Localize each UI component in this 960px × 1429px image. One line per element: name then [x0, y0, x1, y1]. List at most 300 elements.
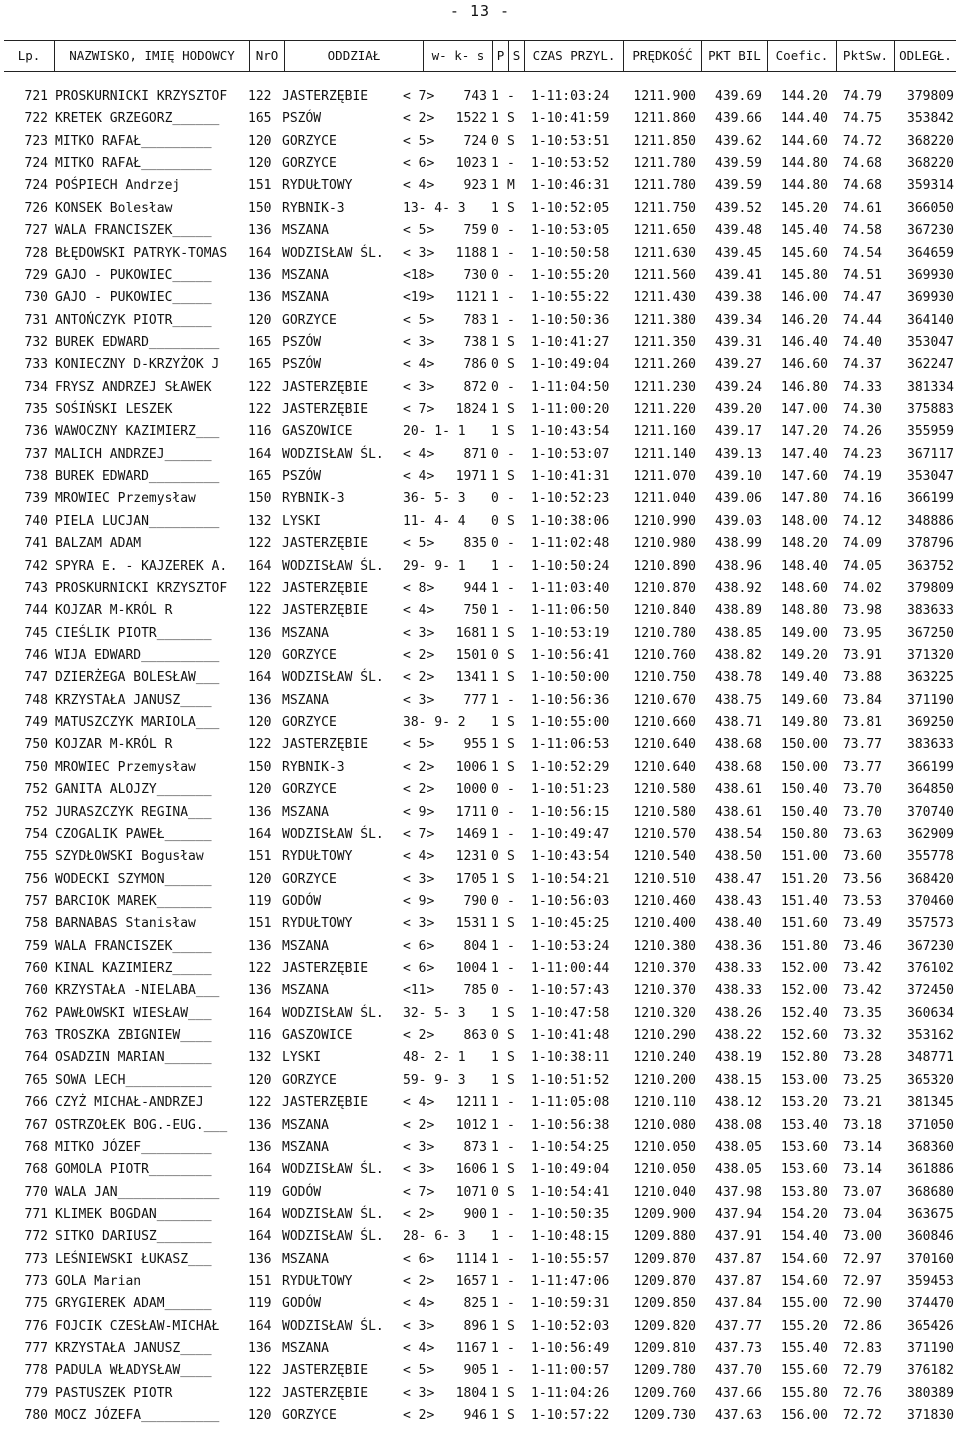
cell-wks: < 2> — [403, 759, 435, 775]
cell-wks: < 2> — [403, 670, 435, 686]
cell-pts-sw: 73.42 — [842, 983, 882, 999]
cell-time: 1-10:52:03 — [531, 1318, 610, 1334]
cell-rings: 1657 — [455, 1274, 487, 1290]
cell-coef: 147.20 — [781, 424, 828, 440]
cell-name: KONIECZNY D-KRZYŻOK J — [55, 357, 220, 373]
cell-coef: 151.80 — [781, 938, 828, 954]
cell-pts-sw: 72.83 — [842, 1341, 882, 1357]
cell-time: 1-10:41:31 — [531, 469, 610, 485]
cell-lp: 750 — [24, 759, 48, 775]
cell-s: - — [507, 938, 515, 954]
cell-pts-sw: 74.40 — [842, 334, 882, 350]
cell-s: - — [507, 1206, 515, 1222]
cell-time: 1-10:50:58 — [531, 245, 610, 261]
cell-dist: 371190 — [907, 1341, 954, 1357]
cell-lp: 766 — [24, 1095, 48, 1111]
cell-rings: 1606 — [455, 1162, 487, 1178]
table-row — [0, 354, 960, 376]
cell-time: 1-10:59:31 — [531, 1296, 610, 1312]
cell-dist: 366050 — [907, 200, 954, 216]
cell-time: 1-10:53:19 — [531, 625, 610, 641]
cell-dist: 368680 — [907, 1184, 954, 1200]
cell-time: 1-11:05:08 — [531, 1095, 610, 1111]
cell-speed: 1211.230 — [633, 379, 696, 395]
cell-lp: 735 — [24, 402, 48, 418]
cell-speed: 1211.650 — [633, 223, 696, 239]
cell-rings: 896 — [463, 1318, 487, 1334]
cell-pts-sw: 73.46 — [842, 938, 882, 954]
cell-name: WALA JAN_____________ — [55, 1184, 220, 1200]
cell-pts-sw: 73.04 — [842, 1206, 882, 1222]
cell-dist: 355959 — [907, 424, 954, 440]
table-row — [0, 175, 960, 197]
cell-coef: 146.20 — [781, 312, 828, 328]
table-row — [0, 712, 960, 734]
cell-dist: 367117 — [907, 446, 954, 462]
cell-speed: 1211.070 — [633, 469, 696, 485]
cell-dist: 367250 — [907, 625, 954, 641]
cell-nro: 151 — [248, 849, 272, 865]
cell-name: SITKO DARIUSZ_______ — [55, 1229, 212, 1245]
cell-branch: WODZISŁAW ŚL. — [282, 1206, 384, 1222]
cell-s: S — [507, 849, 515, 865]
cell-wks: 48- 2- 1 — [403, 1050, 466, 1066]
cell-lp: 757 — [24, 893, 48, 909]
cell-wks: <19> — [403, 290, 435, 306]
cell-p: 1 — [491, 625, 499, 641]
cell-pts-bil: 439.62 — [715, 133, 762, 149]
cell-name: KOJZAR M-KRÓL R — [55, 737, 173, 753]
cell-speed: 1211.560 — [633, 267, 696, 283]
cell-rings: 783 — [463, 312, 487, 328]
cell-dist: 364850 — [907, 782, 954, 798]
cell-branch: JASTERZĘBIE — [282, 603, 369, 619]
cell-speed: 1209.760 — [633, 1385, 696, 1401]
cell-s: S — [507, 334, 515, 350]
cell-name: PADULA WŁADYSŁAW____ — [55, 1363, 212, 1379]
cell-p: 0 — [491, 446, 499, 462]
cell-time: 1-11:04:50 — [531, 379, 610, 395]
cell-pts-sw: 72.79 — [842, 1363, 882, 1379]
cell-pts-sw: 74.75 — [842, 111, 882, 127]
cell-nro: 136 — [248, 223, 272, 239]
cell-p: 1 — [491, 715, 499, 731]
cell-name: KINAL KAZIMIERZ_____ — [55, 961, 212, 977]
cell-pts-sw: 73.70 — [842, 782, 882, 798]
cell-wks: < 6> — [403, 156, 435, 172]
cell-time: 1-10:41:48 — [531, 1028, 610, 1044]
cell-speed: 1209.810 — [633, 1341, 696, 1357]
cell-nro: 120 — [248, 156, 272, 172]
cell-dist: 376182 — [907, 1363, 954, 1379]
cell-pts-bil: 437.70 — [715, 1363, 762, 1379]
cell-s: S — [507, 1385, 515, 1401]
table-row — [0, 1115, 960, 1137]
cell-nro: 164 — [248, 1162, 272, 1178]
cell-dist: 369250 — [907, 715, 954, 731]
cell-pts-bil: 437.73 — [715, 1341, 762, 1357]
cell-name: WAWOCZNY KAZIMIERZ___ — [55, 424, 220, 440]
header-name: NAZWISKO, IMIĘ HODOWCY — [54, 41, 249, 71]
cell-coef: 155.00 — [781, 1296, 828, 1312]
cell-pts-bil: 439.38 — [715, 290, 762, 306]
cell-coef: 154.60 — [781, 1251, 828, 1267]
cell-nro: 122 — [248, 737, 272, 753]
cell-rings: 923 — [463, 178, 487, 194]
cell-name: MROWIEC Przemysław — [55, 491, 196, 507]
cell-pts-sw: 73.14 — [842, 1139, 882, 1155]
cell-wks: < 6> — [403, 1251, 435, 1267]
cell-lp: 762 — [24, 1005, 48, 1021]
cell-branch: GORZYCE — [282, 782, 337, 798]
cell-wks: 28- 6- 3 — [403, 1229, 466, 1245]
cell-time: 1-10:53:05 — [531, 223, 610, 239]
cell-coef: 151.00 — [781, 849, 828, 865]
cell-pts-sw: 74.37 — [842, 357, 882, 373]
table-row — [0, 488, 960, 510]
cell-p: 1 — [491, 1229, 499, 1245]
cell-pts-bil: 438.22 — [715, 1028, 762, 1044]
cell-speed: 1210.840 — [633, 603, 696, 619]
cell-name: KRZYSTAŁA JANUSZ____ — [55, 692, 212, 708]
cell-pts-sw: 73.98 — [842, 603, 882, 619]
cell-time: 1-11:03:24 — [531, 89, 610, 104]
cell-branch: MSZANA — [282, 1341, 329, 1357]
cell-dist: 371050 — [907, 1117, 954, 1133]
cell-time: 1-11:47:06 — [531, 1274, 610, 1290]
cell-dist: 353842 — [907, 111, 954, 127]
cell-wks: < 9> — [403, 893, 435, 909]
cell-lp: 748 — [24, 692, 48, 708]
table-row — [0, 1159, 960, 1181]
cell-nro: 132 — [248, 513, 272, 529]
cell-p: 1 — [491, 737, 499, 753]
cell-speed: 1210.640 — [633, 737, 696, 753]
cell-dist: 375883 — [907, 402, 954, 418]
cell-lp: 777 — [24, 1341, 48, 1357]
cell-coef: 145.40 — [781, 223, 828, 239]
cell-name: MATUSZCZYK MARIOLA___ — [55, 715, 220, 731]
cell-time: 1-10:43:54 — [531, 424, 610, 440]
cell-p: 1 — [491, 1251, 499, 1267]
cell-pts-bil: 438.68 — [715, 737, 762, 753]
cell-branch: RYBNIK-3 — [282, 491, 345, 507]
cell-nro: 120 — [248, 647, 272, 663]
cell-nro: 165 — [248, 357, 272, 373]
cell-time: 1-10:52:29 — [531, 759, 610, 775]
cell-nro: 165 — [248, 469, 272, 485]
cell-coef: 144.80 — [781, 178, 828, 194]
table-row — [0, 1003, 960, 1025]
cell-lp: 736 — [24, 424, 48, 440]
cell-p: 1 — [491, 1117, 499, 1133]
cell-s: - — [507, 312, 515, 328]
cell-pts-sw: 73.81 — [842, 715, 882, 731]
cell-p: 1 — [491, 1385, 499, 1401]
cell-name: BUREK EDWARD_________ — [55, 334, 220, 350]
cell-coef: 152.00 — [781, 961, 828, 977]
cell-wks: <18> — [403, 267, 435, 283]
cell-time: 1-10:51:52 — [531, 1072, 610, 1088]
cell-nro: 119 — [248, 1296, 272, 1312]
cell-dist: 381334 — [907, 379, 954, 395]
cell-coef: 155.20 — [781, 1318, 828, 1334]
cell-speed: 1210.660 — [633, 715, 696, 731]
cell-name: PAWŁOWSKI WIESŁAW___ — [55, 1005, 212, 1021]
cell-s: - — [507, 1274, 515, 1290]
cell-lp: 729 — [24, 267, 48, 283]
table-row — [0, 198, 960, 220]
header-s: S — [508, 41, 524, 71]
cell-name: PROSKURNICKI KRZYSZTOF — [55, 89, 228, 104]
cell-name: DZIERŻEGA BOLESŁAW___ — [55, 670, 220, 686]
cell-pts-bil: 438.40 — [715, 916, 762, 932]
cell-p: 1 — [491, 469, 499, 485]
cell-s: S — [507, 1028, 515, 1044]
cell-pts-sw: 73.77 — [842, 759, 882, 775]
cell-branch: GORZYCE — [282, 1408, 337, 1424]
cell-speed: 1211.900 — [633, 89, 696, 104]
cell-branch: JASTERZĘBIE — [282, 1363, 369, 1379]
cell-pts-sw: 73.77 — [842, 737, 882, 753]
table-row — [0, 243, 960, 265]
cell-speed: 1211.430 — [633, 290, 696, 306]
cell-lp: 722 — [24, 111, 48, 127]
cell-speed: 1210.540 — [633, 849, 696, 865]
cell-pts-bil: 437.87 — [715, 1251, 762, 1267]
cell-rings: 750 — [463, 603, 487, 619]
cell-time: 1-11:06:50 — [531, 603, 610, 619]
cell-nro: 122 — [248, 402, 272, 418]
cell-speed: 1210.750 — [633, 670, 696, 686]
cell-s: S — [507, 513, 515, 529]
cell-nro: 165 — [248, 111, 272, 127]
cell-s: S — [507, 1072, 515, 1088]
cell-coef: 144.40 — [781, 111, 828, 127]
cell-name: GRYGIEREK ADAM______ — [55, 1296, 212, 1312]
cell-time: 1-10:56:36 — [531, 692, 610, 708]
cell-dist: 368420 — [907, 871, 954, 887]
cell-coef: 152.60 — [781, 1028, 828, 1044]
cell-pts-sw: 73.35 — [842, 1005, 882, 1021]
cell-s: - — [507, 1363, 515, 1379]
table-row — [0, 1249, 960, 1271]
cell-dist: 359314 — [907, 178, 954, 194]
cell-rings: 1681 — [455, 625, 487, 641]
cell-branch: PSZÓW — [282, 469, 322, 485]
cell-dist: 348886 — [907, 513, 954, 529]
cell-rings: 955 — [463, 737, 487, 753]
cell-p: 1 — [491, 402, 499, 418]
cell-time: 1-10:57:43 — [531, 983, 610, 999]
cell-dist: 371190 — [907, 692, 954, 708]
cell-dist: 379809 — [907, 89, 954, 104]
cell-name: CZYŻ MICHAŁ-ANDRZEJ — [55, 1095, 204, 1111]
cell-coef: 148.80 — [781, 603, 828, 619]
cell-speed: 1209.900 — [633, 1206, 696, 1222]
cell-nro: 136 — [248, 1341, 272, 1357]
cell-coef: 152.80 — [781, 1050, 828, 1066]
cell-branch: MSZANA — [282, 625, 329, 641]
cell-pts-bil: 438.54 — [715, 826, 762, 842]
cell-wks: < 5> — [403, 312, 435, 328]
cell-s: S — [507, 647, 515, 663]
cell-branch: MSZANA — [282, 1251, 329, 1267]
cell-dist: 381345 — [907, 1095, 954, 1111]
cell-time: 1-10:55:00 — [531, 715, 610, 731]
cell-coef: 151.60 — [781, 916, 828, 932]
cell-time: 1-10:55:20 — [531, 267, 610, 283]
cell-wks: < 3> — [403, 1139, 435, 1155]
cell-name: KRZYSTAŁA JANUSZ____ — [55, 1341, 212, 1357]
cell-branch: JASTERZĘBIE — [282, 89, 369, 104]
cell-nro: 132 — [248, 1050, 272, 1066]
cell-p: 0 — [491, 491, 499, 507]
table-row — [0, 802, 960, 824]
cell-nro: 122 — [248, 536, 272, 552]
cell-p: 1 — [491, 961, 499, 977]
cell-p: 1 — [491, 1095, 499, 1111]
cell-speed: 1210.200 — [633, 1072, 696, 1088]
cell-coef: 146.60 — [781, 357, 828, 373]
cell-name: KLIMEK BOGDAN_______ — [55, 1206, 212, 1222]
cell-s: - — [507, 379, 515, 395]
cell-coef: 155.60 — [781, 1363, 828, 1379]
cell-nro: 136 — [248, 290, 272, 306]
cell-pts-bil: 438.89 — [715, 603, 762, 619]
cell-rings: 790 — [463, 893, 487, 909]
cell-time: 1-10:55:57 — [531, 1251, 610, 1267]
cell-wks: 32- 5- 3 — [403, 1005, 466, 1021]
cell-p: 0 — [491, 983, 499, 999]
cell-coef: 154.40 — [781, 1229, 828, 1245]
cell-pts-sw: 72.86 — [842, 1318, 882, 1334]
cell-time: 1-10:49:47 — [531, 826, 610, 842]
cell-wks: < 5> — [403, 737, 435, 753]
cell-coef: 151.20 — [781, 871, 828, 887]
cell-name: MALICH ANDRZEJ______ — [55, 446, 212, 462]
table-row — [0, 623, 960, 645]
cell-pts-sw: 74.26 — [842, 424, 882, 440]
cell-nro: 119 — [248, 1184, 272, 1200]
cell-lp: 776 — [24, 1318, 48, 1334]
cell-lp: 773 — [24, 1251, 48, 1267]
cell-dist: 360634 — [907, 1005, 954, 1021]
cell-pts-sw: 74.23 — [842, 446, 882, 462]
cell-p: 1 — [491, 1318, 499, 1334]
cell-s: S — [507, 737, 515, 753]
cell-speed: 1210.370 — [633, 983, 696, 999]
cell-dist: 368360 — [907, 1139, 954, 1155]
cell-rings: 944 — [463, 580, 487, 596]
header-p: P — [492, 41, 508, 71]
cell-pts-sw: 73.70 — [842, 804, 882, 820]
cell-dist: 376102 — [907, 961, 954, 977]
cell-time: 1-10:54:21 — [531, 871, 610, 887]
cell-pts-sw: 73.42 — [842, 961, 882, 977]
cell-pts-sw: 73.07 — [842, 1184, 882, 1200]
cell-name: WALA FRANCISZEK_____ — [55, 223, 212, 239]
cell-wks: < 2> — [403, 1028, 435, 1044]
cell-s: - — [507, 782, 515, 798]
cell-branch: GODÓW — [282, 893, 322, 909]
cell-p: 0 — [491, 1028, 499, 1044]
cell-wks: 20- 1- 1 — [403, 424, 466, 440]
cell-s: S — [507, 670, 515, 686]
cell-pts-sw: 73.56 — [842, 871, 882, 887]
cell-pts-bil: 438.71 — [715, 715, 762, 731]
cell-speed: 1210.110 — [633, 1095, 696, 1111]
cell-name: PIELA LUCJAN_________ — [55, 513, 220, 529]
cell-s: - — [507, 1229, 515, 1245]
cell-rings: 743 — [463, 89, 487, 104]
header-coef: Coefic. — [767, 41, 836, 71]
cell-p: 1 — [491, 1408, 499, 1424]
table-row — [0, 734, 960, 756]
cell-name: PROSKURNICKI KRZYSZTOF — [55, 580, 228, 596]
cell-lp: 768 — [24, 1139, 48, 1155]
cell-time: 1-10:50:36 — [531, 312, 610, 328]
cell-dist: 369930 — [907, 267, 954, 283]
cell-p: 1 — [491, 156, 499, 172]
cell-p: 1 — [491, 1363, 499, 1379]
cell-speed: 1210.990 — [633, 513, 696, 529]
table-row — [0, 1271, 960, 1293]
cell-coef: 150.40 — [781, 782, 828, 798]
cell-dist: 364659 — [907, 245, 954, 261]
cell-nro: 164 — [248, 558, 272, 574]
cell-time: 1-11:02:48 — [531, 536, 610, 552]
header-nro: NrO — [249, 41, 284, 71]
table-row — [0, 958, 960, 980]
table-row — [0, 1338, 960, 1360]
cell-wks: < 7> — [403, 1184, 435, 1200]
cell-branch: GORZYCE — [282, 1072, 337, 1088]
cell-nro: 120 — [248, 1072, 272, 1088]
cell-branch: GORZYCE — [282, 133, 337, 149]
cell-rings: 1971 — [455, 469, 487, 485]
cell-s: M — [507, 178, 515, 194]
cell-s: - — [507, 580, 515, 596]
cell-pts-bil: 438.12 — [715, 1095, 762, 1111]
cell-s: - — [507, 1341, 515, 1357]
cell-pts-sw: 73.63 — [842, 826, 882, 842]
cell-branch: JASTERZĘBIE — [282, 536, 369, 552]
cell-time: 1-10:47:58 — [531, 1005, 610, 1021]
cell-speed: 1210.370 — [633, 961, 696, 977]
cell-time: 1-10:49:04 — [531, 1162, 610, 1178]
cell-branch: MSZANA — [282, 938, 329, 954]
cell-pts-bil: 438.36 — [715, 938, 762, 954]
cell-coef: 153.40 — [781, 1117, 828, 1133]
cell-time: 1-10:51:23 — [531, 782, 610, 798]
cell-s: S — [507, 1005, 515, 1021]
cell-rings: 825 — [463, 1296, 487, 1312]
cell-p: 0 — [491, 357, 499, 373]
cell-p: 1 — [491, 312, 499, 328]
cell-branch: WODZISŁAW ŚL. — [282, 1005, 384, 1021]
cell-name: WODECKI SZYMON______ — [55, 871, 212, 887]
table-row — [0, 1226, 960, 1248]
cell-p: 0 — [491, 133, 499, 149]
cell-pts-bil: 439.10 — [715, 469, 762, 485]
cell-p: 1 — [491, 871, 499, 887]
results-table — [0, 86, 960, 1428]
cell-s: S — [507, 200, 515, 216]
cell-branch: GORZYCE — [282, 312, 337, 328]
cell-branch: GORZYCE — [282, 715, 337, 731]
cell-branch: RYBNIK-3 — [282, 759, 345, 775]
